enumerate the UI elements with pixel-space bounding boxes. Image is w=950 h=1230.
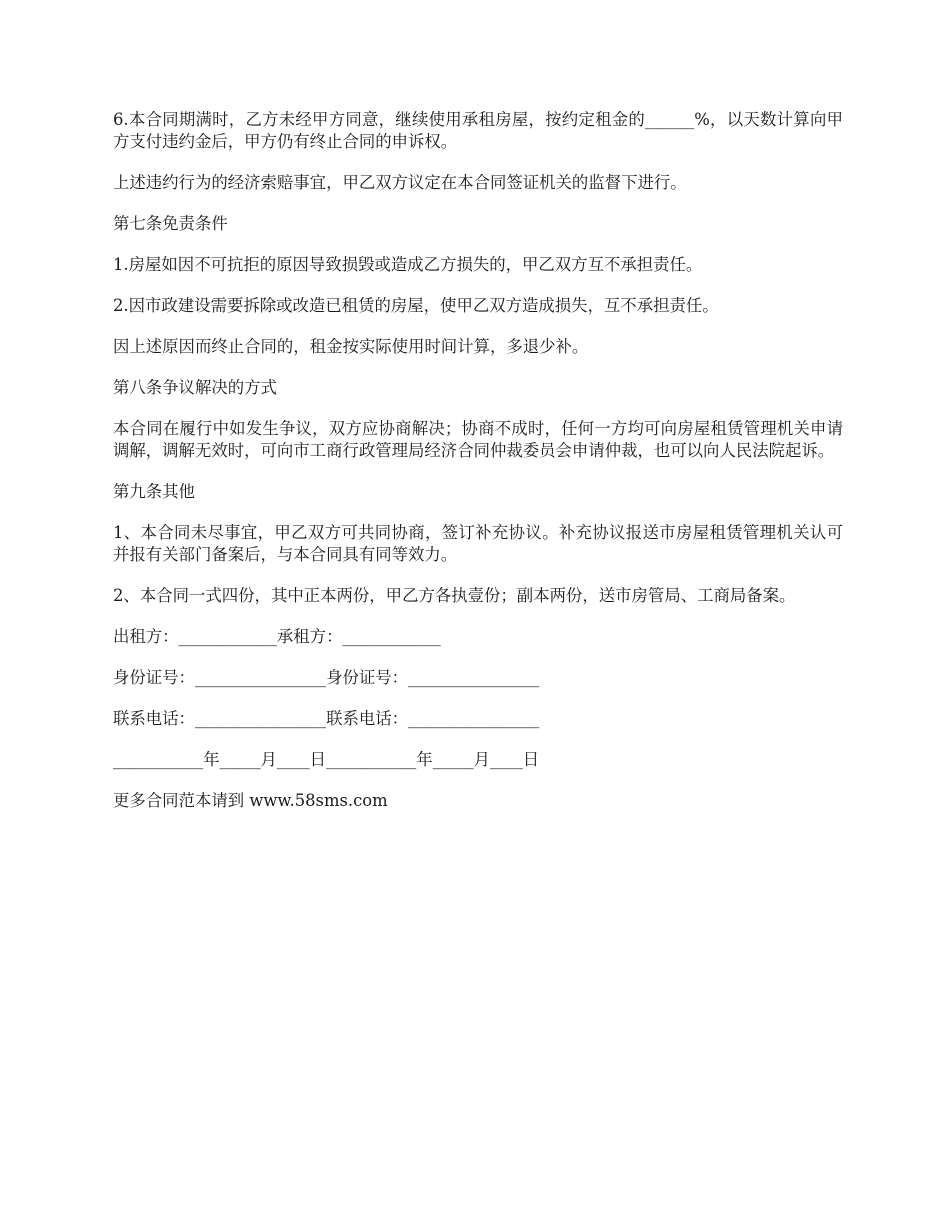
id-number-line: 身份证号：________________身份证号：________________ xyxy=(113,668,540,687)
claims-supervision-paragraph: 上述违约行为的经济索赔事宜，甲乙双方议定在本合同签证机关的监督下进行。 xyxy=(113,173,687,192)
exemption-item-2: 2.因市政建设需要拆除或改造已租赁的房屋，使甲乙双方造成损失，互不承担责任。 xyxy=(113,296,719,315)
exemption-item-1: 1.房屋如因不可抗拒的原因导致损毁或造成乙方损失的，甲乙双方互不承担责任。 xyxy=(113,255,703,274)
clause-6-paragraph: 6.本合同期满时，乙方未经甲方同意，继续使用承租房屋，按约定租金的______%，以天数计算向甲方支付违约金后，甲方仍有终止合同的申诉权。 xyxy=(113,110,843,151)
article-9-heading: 第九条其他 xyxy=(113,482,195,501)
date-line: ___________年_____月____日___________年_____月____日 xyxy=(113,750,540,769)
phone-line: 联系电话：________________联系电话：________________ xyxy=(113,709,540,728)
other-item-2: 2、本合同一式四份，其中正本两份，甲乙方各执壹份；副本两份，送市房管局、工商局备案。 xyxy=(113,586,796,605)
rent-settlement-paragraph: 因上述原因而终止合同的，租金按实际使用时间计算，多退少补。 xyxy=(113,337,589,356)
article-8-heading: 第八条争议解决的方式 xyxy=(113,378,277,397)
dispute-resolution-paragraph: 本合同在履行中如发生争议，双方应协商解决；协商不成时，任何一方均可向房屋租赁管理机关申请调解，调解无效时，可向市工商行政管理局经济合同仲裁委员会申请仲裁，也可以向人民法院起诉。 xyxy=(113,419,843,460)
article-7-heading: 第七条免责条件 xyxy=(113,214,228,233)
parties-signature-line: 出租方：____________承租方：____________ xyxy=(113,627,441,646)
document-page xyxy=(113,109,843,812)
other-item-1: 1、本合同未尽事宜，甲乙双方可共同协商，签订补充协议。补充协议报送市房屋租赁管理机关认可并报有关部门备案后，与本合同具有同等效力。 xyxy=(113,523,843,564)
footer-website-note: 更多合同范本请到 www.58sms.com xyxy=(113,791,388,810)
